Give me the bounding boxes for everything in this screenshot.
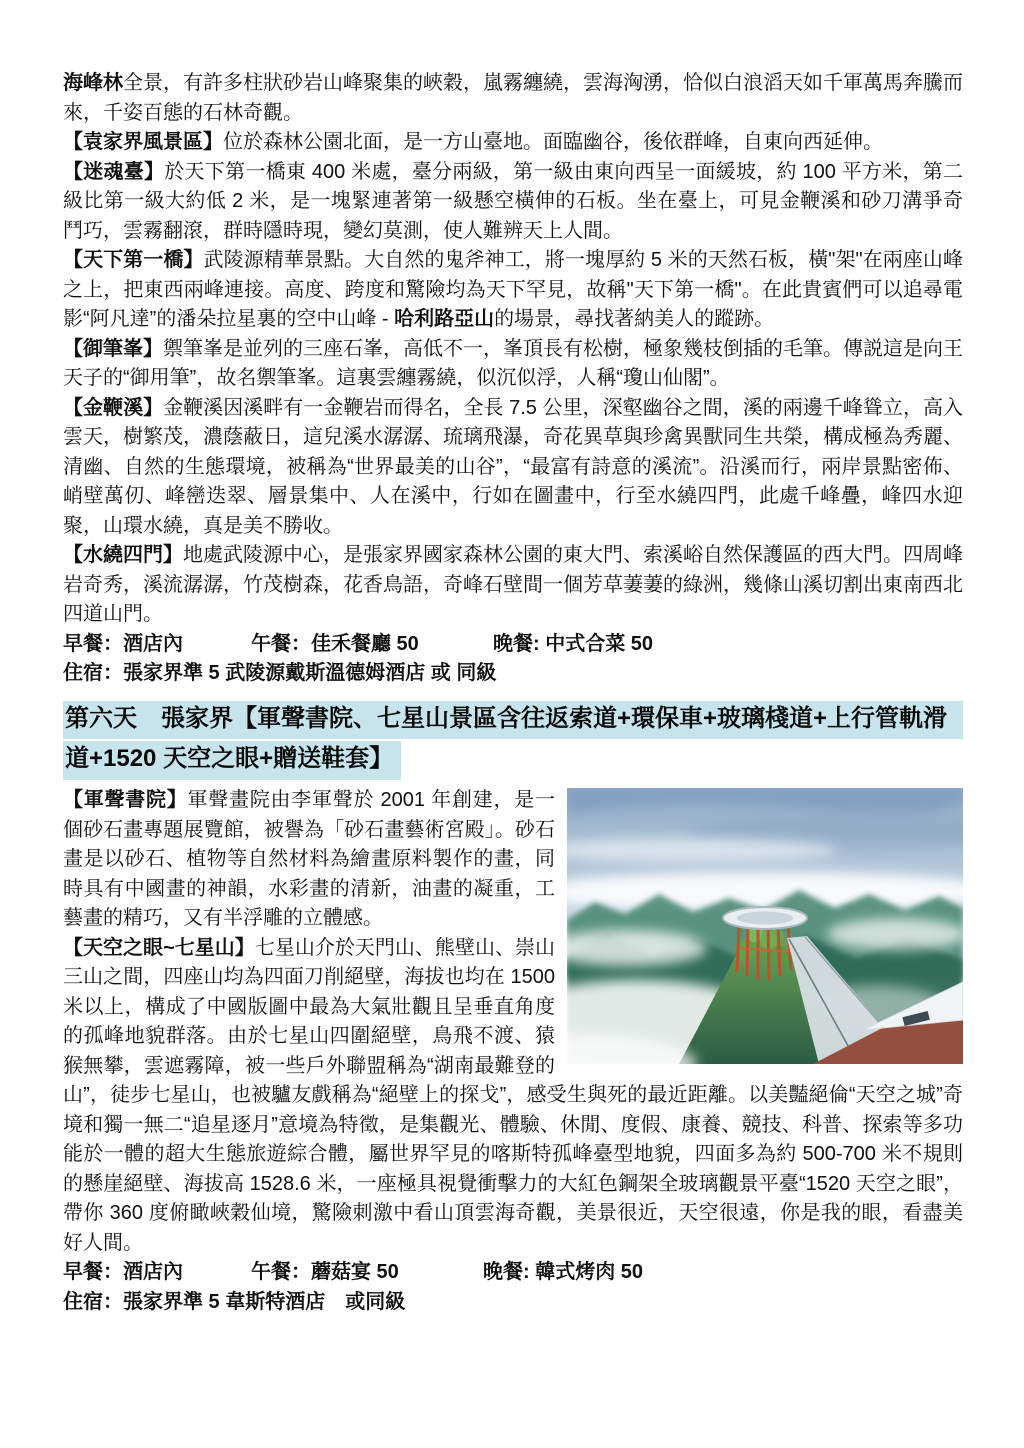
day6-dinner: 晚餐: 韓式烤肉 50: [483, 1261, 644, 1284]
day5-dinner: 晚餐: 中式合菜 50: [493, 632, 654, 655]
mountain-cloud-photo-graphic: [567, 788, 963, 1064]
paragraph-yuanjiajie: [63, 128, 963, 158]
spot-name: 【袁家界風景區】: [63, 131, 223, 153]
day5-breakfast: 早餐：酒店內: [63, 632, 183, 655]
paragraph-jinbianxi: [63, 394, 963, 542]
spot-description: 於天下第一橋東 400 米處，臺分兩級，第一級由東向西呈一面緩坡，約 100 平方米，第二級比第一級大約低 2 米，是一塊緊連著第一級懸空橫伸的石板。坐在臺上，可見金鞭溪和砂刀溝爭奇鬥巧，雲霧翻滾，群時隱時現，變幻莫測，使人難辨天上人間。: [63, 160, 964, 242]
spot-name: 【水繞四門】: [63, 544, 183, 566]
day6-lodging-line: 住宿：張家界準 5 韋斯特酒店 或同級: [63, 1290, 406, 1313]
spot-name: 【御筆峯】: [63, 337, 163, 360]
spot-name: 海峰林: [63, 72, 123, 94]
paragraph-yubifeng: [63, 335, 963, 394]
hallelujah-mountain-bold: 哈利路亞山: [394, 308, 495, 330]
spot-description: 全景，有許多柱狀砂岩山峰聚集的峽穀，嵐霧纏繞，雲海洶湧，恰似白浪滔天如千軍萬馬奔騰而來，千姿百態的石林奇觀。: [63, 72, 963, 124]
spot-description: 的場景，尋找著納美人的蹤跡。: [494, 308, 775, 330]
spot-description: 地處武陵源中心，是張家界國家森林公園的東大門、索溪峪自然保護區的西大門。四周峰岩奇秀，溪流潺潺，竹茂樹森，花香鳥語，奇峰石壁間一個芳草萋萋的綠洲，幾條山溪切割出東南西北四道山門。: [63, 544, 963, 625]
day6-meals-line: [63, 1258, 963, 1288]
day6-heading-line1: 第六天 張家界【軍聲書院、七星山景區含往返索道+環保車+玻璃棧道+上行管軌滑: [63, 701, 963, 740]
spot-description: 禦筆峯是並列的三座石峯，高低不一，峯頂長有松樹，極象幾枝倒插的毛筆。傳説這是向王天子的“御用筆”，故名禦筆峯。這裏雲纏霧繞，似沉似浮，人稱“瓊山仙閣”。: [63, 337, 963, 389]
day5-meals-line: [63, 630, 963, 660]
paragraph-mihuntai: [63, 158, 963, 247]
day6-body: [63, 786, 963, 1317]
paragraph-first-bridge: [63, 246, 963, 335]
spot-name: 【天下第一橋】: [63, 249, 204, 271]
day5-lodging-line: 住宿：張家界準 5 武陵源戴斯溫德姆酒店 或 同級: [63, 662, 497, 684]
spot-description: 七星山介於天門山、熊壁山、崇山三山之間，四座山均為四面刀削絕壁，海拔也均在 1500 米以上，構成了中國版圖中最為大氣壯觀且呈垂直角度的孤峰地貌群落。由於七星山四圍絕壁，鳥飛不渡、猿猴無攀，雲遮霧障，被一些戶外聯盟稱為“湖南最難登的山”，徒步七星山，也被驢友戲稱為“絕壁上的探戈”，感受生與死的最近距離。以美豔絕倫“天空之城”奇境和獨一無二“追星逐月”意境為特徵，是集觀光、體驗、休閒、度假、康養、競技、科普、探索等多功能於一體的超大生態旅遊綜合體，屬世界罕見的喀斯特孤峰臺型地貌，四面多為約 500-700 米不規則的懸崖絕壁、海拔高 1528.6 米，一座極具視覺衝擊力的大紅色鋼架全玻璃觀景平臺“1520 天空之眼”，帶你 360 度俯瞰峽穀仙境，驚險刺激中看山頂雲海奇觀，美景很近，天空很遠，你是我的眼，看盡美好人間。: [63, 936, 963, 1254]
day6-breakfast: 早餐：酒店內: [63, 1261, 183, 1284]
spot-description: 金鞭溪因溪畔有一金鞭岩而得名，全長 7.5 公里，深壑幽谷之間，溪的兩邊千峰聳立，高入雲天，樹繁茂，濃蔭蔽日，這兒溪水潺潺、琉璃飛瀑，奇花異草與珍禽異獸同生共榮，構成極為秀麗、清幽、自然的生態環境，被稱為“世界最美的山谷”，“最富有詩意的溪流”。沿溪而行，兩岸景點密佈、峭壁萬仞、峰巒迭翠、層景集中、人在溪中，行如在圖畫中，行至水繞四門，此處千峰疊，峰四水迎聚，山環水繞，真是美不勝收。: [63, 396, 963, 537]
sky-eye-scenery-photo: [567, 788, 963, 1064]
spot-name: 【金鞭溪】: [63, 396, 164, 419]
day6-heading-line2: 道+1520 天空之眼+贈送鞋套】: [63, 741, 401, 780]
spot-name: 【天空之眼~七星山】: [63, 936, 255, 959]
paragraph-haifenglin: [63, 69, 963, 128]
spot-description: 位於森林公園北面，是一方山臺地。面臨幽谷，後依群峰，自東向西延伸。: [223, 131, 883, 153]
paragraph-shuiraosimen: [63, 541, 963, 630]
spot-description: 武陵源精華景點。大自然的鬼斧神工，將一塊厚約 5 米的天然石板，橫"架"在兩座山峰之上，把東西兩峰連接。高度、跨度和驚險均為天下罕見，故稱"天下第一橋"。在此貴賓們可以追尋電影“阿凡達”的潘朵拉星裏的空中山峰 -: [63, 249, 964, 330]
spot-description: 軍聲畫院由李軍聲於 2001 年創建，是一個砂石畫專題展覽館，被譽為「砂石畫藝術宮殿」。砂石畫是以砂石、植物等自然材料為繪畫原料製作的畫，同時具有中國畫的神韻，水彩畫的清新，油畫的凝重，工藝畫的精巧，又有半浮雕的立體感。: [63, 789, 556, 930]
day5-lunch: 午餐：佳禾餐廳 50: [251, 632, 419, 655]
spot-name: 【迷魂臺】: [63, 160, 165, 183]
spot-name: 【軍聲書院】: [63, 789, 188, 812]
day6-heading: [63, 701, 963, 781]
day6-lunch: 午餐：蘑菇宴 50: [251, 1261, 399, 1284]
